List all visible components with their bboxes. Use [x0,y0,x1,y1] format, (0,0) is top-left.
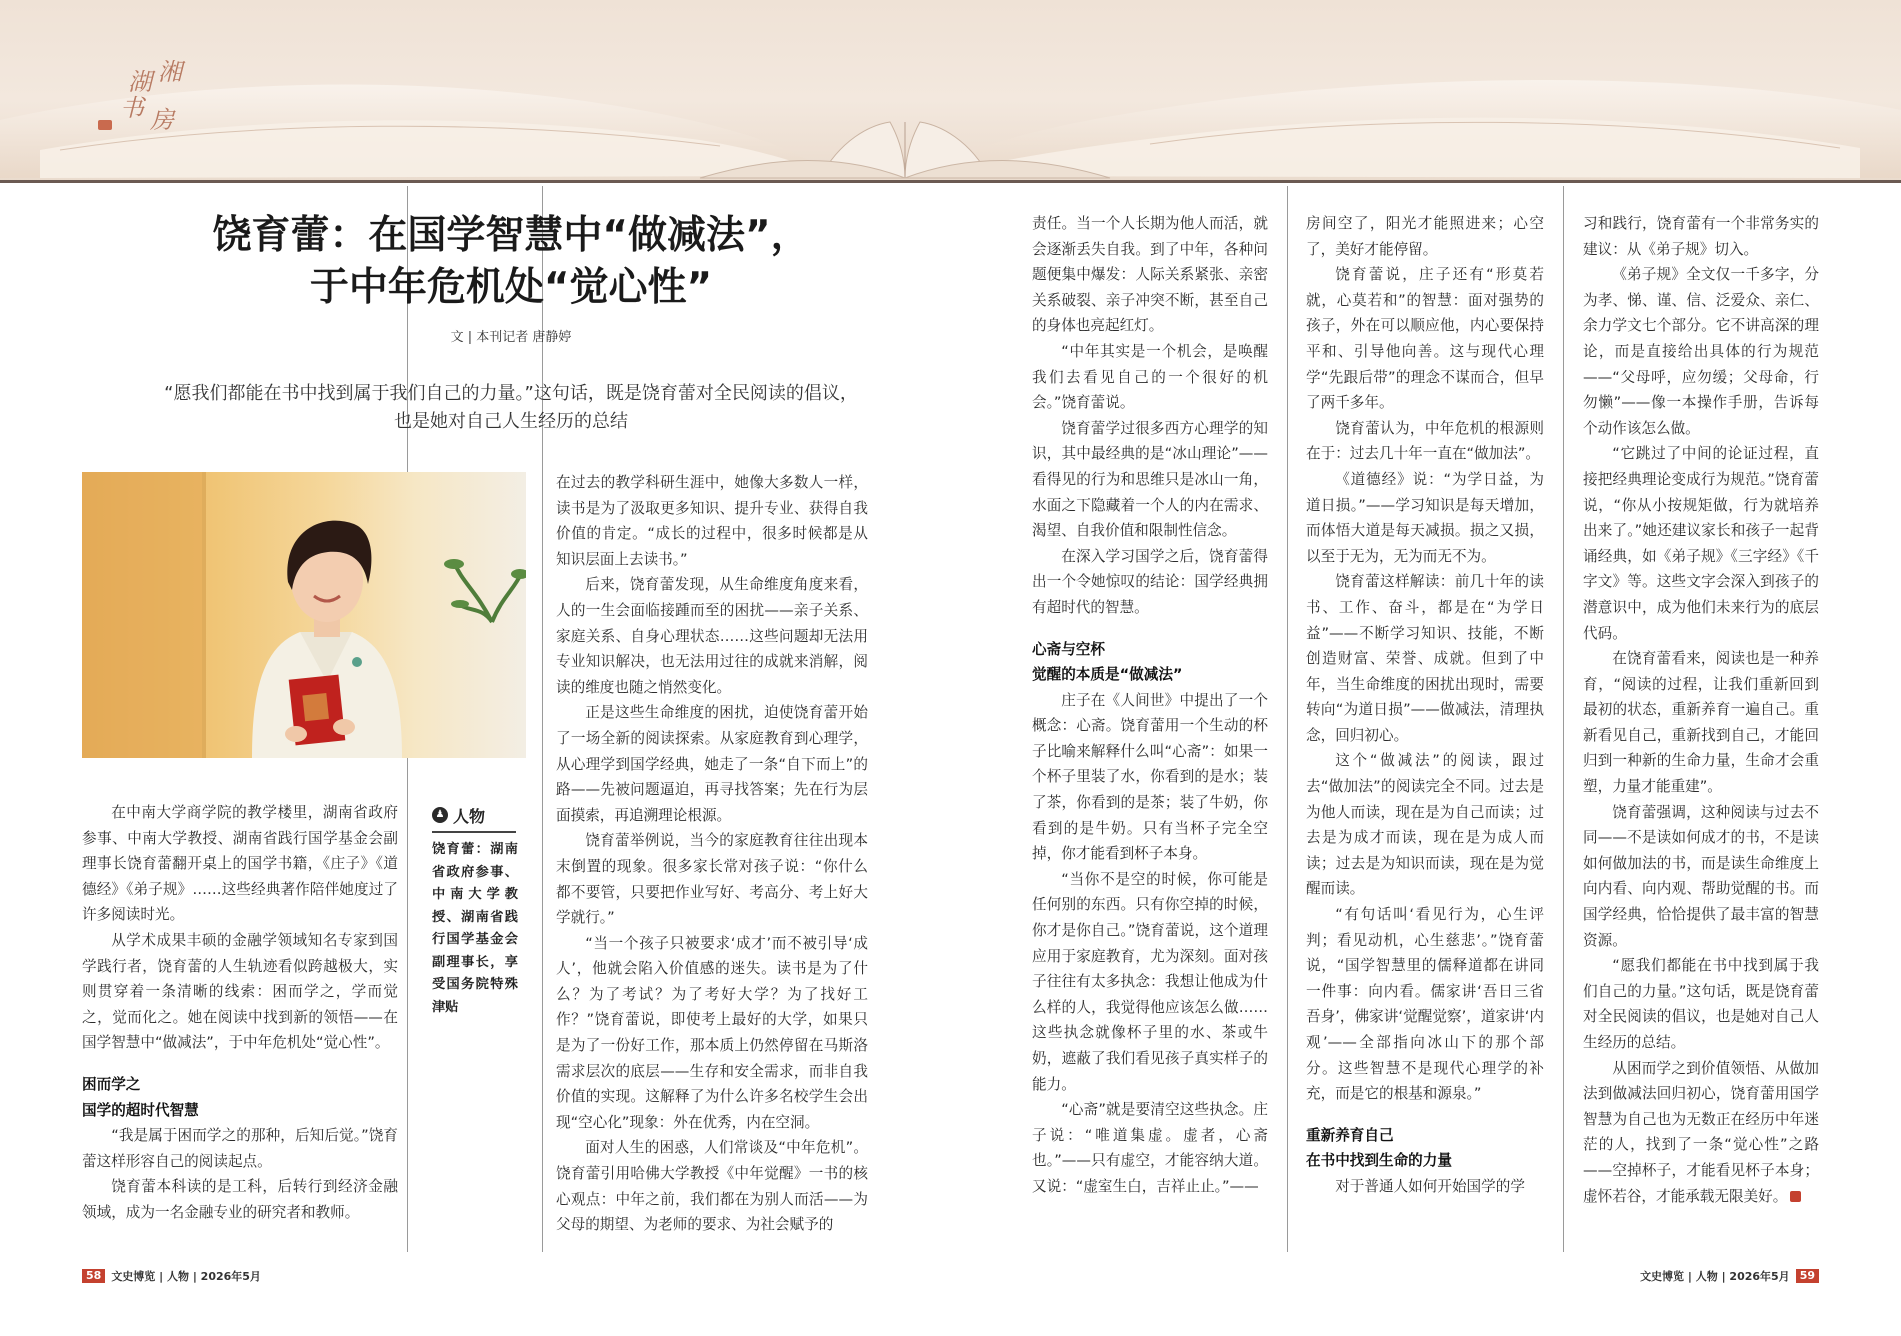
spacer [1306,1107,1544,1123]
paragraph: 饶育蕾认为，中年危机的根源则在于：过去几十年一直在“做加法”。 [1306,419,1544,463]
paragraph: 习和践行，饶育蕾有一个非常务实的建议：从《弟子规》切入。 [1583,215,1819,258]
open-book-illustration [0,0,1901,182]
sidebar-title-text: 人物 [453,806,486,826]
spacer [82,1056,398,1072]
paragraph: “愿我们都能在书中找到属于我们自己的力量。”这句话，既是饶育蕾对全民阅读的倡议，也是她对自己人生经历的总结。 [1583,957,1819,1051]
paragraph: 对于普通人如何开始国学的学 [1335,1177,1525,1195]
paragraph: 饶育蕾说，庄子还有“形莫若就，心莫若和”的智慧：面对强势的孩子，外在可以顺应他，内心要保持平和、引导他向善。这与现代心理学“先跟后带”的理念不谋而合，但早了两千多年。 [1306,266,1544,412]
paragraph: 饶育蕾这样解读：前几十年的读书、工作、奋斗，都是在“为学日益”——不断学习知识、技能，不断创造财富、荣誉、成就。但到了中年，当生命维度的困扰出现时，需要转向“为道日损”——做减法，清理执念，回归初心。 [1306,573,1544,744]
section-subheading: 觉醒的本质是“做减法” [1032,666,1183,684]
banner-divider [0,180,1901,183]
paragraph: 《道德经》说：“为学日益，为道日损。”——学习知识是每天增加，而体悟大道是每天减损。损之又损，以至于无为，无为而无不为。 [1306,470,1544,565]
logo-seal-icon [98,120,112,130]
paragraph: “心斋”就是要清空这些执念。庄子说：“唯道集虚。虚者，心斋也。”——只有虚空，才能容纳大道。又说：“虚室生白，吉祥止止。”—— [1032,1101,1268,1195]
paragraph: 这个“做减法”的阅读，跟过去“做加法”的阅读完全不同。过去是为他人而读，现在是为自己而读；过去是为成才而读，现在是为成人而读；过去是为知识而读，现在是为觉醒而读。 [1306,752,1544,898]
logo-char: 湘 [158,58,182,86]
paragraph-text: 从困而学之到价值领悟、从做加法到做减法回归初心，饶育蕾用国学智慧为自己也为无数正在经历中年迷茫的人，找到了一条“觉心性”之路——空掉杯子，才能看见杯子本身；虚怀若谷，才能承载无限美好。 [1583,1059,1819,1205]
paragraph: 在饶育蕾看来，阅读也是一种养育，“阅读的过程，让我们重新回到最初的状态，重新养育一遍自己。重新看见自己，重新找到自己，才能回归到一种新的生命力量，生命才会重塑，力量才能重建”。 [1583,650,1819,796]
logo-char: 书 [120,94,144,122]
paragraph: 房间空了，阳光才能照进来；心空了，美好才能停留。 [1306,215,1544,258]
paragraph: 饶育蕾强调，这种阅读与过去不同——不是读如何成才的书，不是读如何做加法的书，而是读生命维度上向内看、向内观、帮助觉醒的书。而国学经典，恰恰提供了最丰富的智慧资源。 [1583,803,1819,949]
text-column-4 [1306,211,1544,1200]
article-title [96,210,926,314]
logo-char: 湖 [128,68,152,96]
paragraph: 从学术成果丰硕的金融学领域知名专家到国学践行者，饶育蕾的人生轨迹看似跨越极大，实则贯穿着一条清晰的线索：困而学之，学而觉之，觉而化之。她在阅读中找到新的领悟——在国学智慧中“做减法”，于中年危机处“觉心性”。 [82,931,398,1052]
profile-sidebar [432,803,518,1019]
publication-info: 文史博览 | 人物 | 2026年5月 [111,1270,261,1283]
text-column-1 [82,800,398,1226]
section-heading: 心斋与空杯 [1032,640,1105,658]
end-mark-icon [1790,1191,1801,1202]
paragraph: “它跳过了中间的论证过程，直接把经典理论变成行为规范。”饶育蕾说，“你从小按规矩做，行为就培养出来了。”她还建议家长和孩子一起背诵经典，如《弟子规》《三字经》《千字文》等。这些文字会深入到孩子的潜意识中，成为他们未来行为的底层代码。 [1583,445,1819,642]
person-icon: ♟ [432,807,448,823]
title-line-2: 于中年危机处“觉心性” [309,265,713,310]
footer-right [1640,1268,1819,1284]
paragraph [1583,1056,1819,1210]
paragraph: 正是这些生命维度的困扰，迫使饶育蕾开始了一场全新的阅读探索。从家庭教育到心理学，从心理学到国学经典，她走了一条“自下而上”的路——先被问题逼迫，再寻找答案；先在行为层面摸索，再追溯理论根源。 [556,704,868,824]
paragraph: 庄子在《人间世》中提出了一个概念：心斋。饶育蕾用一个生动的杯子比喻来解释什么叫“心斋”：如果一个杯子里装了水，你看到的是水；装了茶，你看到的是茶；装了牛奶，你看到的是牛奶。只有当杯子完全空掉，你才能看到杯子本身。 [1032,691,1268,863]
paragraph: 在过去的教学科研生涯中，她像大多数人一样，读书是为了汲取更多知识、提升专业、获得自我价值的肯定。“成长的过程中，很多时候都是从知识层面上去读书。” [556,474,868,568]
column-divider [1563,186,1564,1252]
byline: 文 | 本刊记者 唐静婷 [450,330,572,345]
paragraph: 饶育蕾本科读的是工科，后转行到经济金融领域，成为一名金融专业的研究者和教师。 [82,1178,398,1221]
paragraph: 责任。当一个人长期为他人而活，就会逐渐丢失自我。到了中年，各种问题便集中爆发：人际关系紧张、亲密关系破裂、亲子冲突不断，甚至自己的身体也亮起红灯。 [1032,215,1268,335]
paragraph: “当一个孩子只被要求‘成才’而不被引导‘成人’，他就会陷入价值感的迷失。读书是为了什么？为了考试？为了考好大学？为了找好工作？”饶育蕾说，即使考上最好的大学，如果只是为了一份好工作，那本质上仍然停留在马斯洛需求层次的底层——生存和安全需求，而非自我价值的实现。这解释了为什么许多名校学生会出现“空心化”现象：外在优秀，内在空洞。 [556,934,868,1131]
paragraph: 面对人生的困惑，人们常谈及“中年危机”。饶育蕾引用哈佛大学教授《中年觉醒》一书的核心观点：中年之前，我们都在为别人而活——为父母的期望、为老师的要求、为社会赋予的 [556,1139,868,1234]
paragraph: “当你不是空的时候，你可能是任何别的东西。只有你空掉的时候，你才是你自己。”饶育蕾说，这个道理应用于家庭教育，尤为深刻。面对孩子往往有太多执念：我想让他成为什么样的人，我觉得他应该怎么做……这些执念就像杯子里的水、茶或牛奶，遮蔽了我们看见孩子真实样子的能力。 [1032,870,1268,1093]
footer-left [82,1268,261,1284]
portrait-photo [82,472,526,758]
sidebar-rule [432,831,516,833]
column-divider [1287,186,1288,1252]
intro-line-2: 也是她对自己人生经历的总结 [394,411,628,432]
portrait-illustration [82,472,526,758]
sidebar-title [432,803,518,827]
paragraph: 在中南大学商学院的教学楼里，湖南省政府参事、中南大学教授、湖南省践行国学基金会副理事长饶育蕾翻开桌上的国学书籍，《庄子》《道德经》《弟子规》……这些经典著作陪伴她度过了许多阅读时光。 [82,804,398,924]
paragraph: 《弟子规》全文仅一千多字，分为孝、悌、谨、信、泛爱众、亲仁、余力学文七个部分。它不讲高深的理论，而是直接给出具体的行为规范——“父母呼，应勿缓；父母命，行勿懒”——像一本操作手册，告诉每个动作该怎么做。 [1583,266,1819,437]
text-column-3 [1032,211,1268,1200]
paragraph: “我是属于困而学之的那种，后知后觉。”饶育蕾这样形容自己的阅读起点。 [82,1127,398,1170]
page-number: 58 [82,1269,105,1283]
paragraph: 在深入学习国学之后，饶育蕾得出一个令她惊叹的结论：国学经典拥有超时代的智慧。 [1032,547,1268,616]
column-logo [98,60,188,142]
text-column-5 [1583,211,1819,1209]
paragraph: 后来，饶育蕾发现，从生命维度角度来看，人的一生会面临接踵而至的困扰——亲子关系、家庭关系、自身心理状态……这些问题却无法用专业知识解决，也无法用过往的成就来消解，阅读的维度也随之悄然变化。 [556,576,868,696]
article-intro [96,380,926,436]
paragraph: “中年其实是一个机会，是唤醒我们去看见自己的一个很好的机会。”饶育蕾说。 [1032,342,1268,412]
logo-char: 房 [150,106,174,134]
publication-info: 文史博览 | 人物 | 2026年5月 [1640,1270,1790,1283]
section-subheading: 在书中找到生命的力量 [1306,1152,1452,1170]
paragraph: 饶育蕾举例说，当今的家庭教育往往出现本末倒置的现象。很多家长常对孩子说：“你什么都不要管，只要把作业写好、考高分、考上好大学就行。” [556,832,868,927]
paragraph: 饶育蕾学过很多西方心理学的知识，其中最经典的是“冰山理论”——看得见的行为和思维只是冰山一角，水面之下隐藏着一个人的内在需求、渴望、自我价值和限制性信念。 [1032,419,1268,540]
sidebar-text: 饶育蕾：湖南省政府参事、中南大学教授、湖南省践行国学基金会副理事长，享受国务院特殊津贴 [432,842,518,1015]
text-column-2 [556,470,868,1238]
column-divider [542,186,543,1252]
section-heading: 困而学之 [82,1075,141,1093]
spacer [1032,621,1268,637]
title-line-1: 饶育蕾：在国学智慧中“做减法”， [212,213,810,258]
page-number: 59 [1796,1269,1819,1283]
header-banner [0,0,1901,182]
intro-line-1: “愿我们都能在书中找到属于我们自己的力量。”这句话，既是饶育蕾对全民阅读的倡议， [164,383,858,404]
paragraph: “有句话叫‘看见行为，心生评判；看见动机，心生慈悲’。”饶育蕾说，“国学智慧里的儒释道都在讲同一件事：向内看。儒家讲‘吾日三省吾身’，佛家讲‘觉醒觉察’，道家讲‘内观’——全部指向冰山下的那个部分。这些智慧不是现代心理学的补充，而是它的根基和源泉。” [1306,906,1544,1103]
section-heading: 重新养育自己 [1306,1126,1394,1144]
section-subheading: 国学的超时代智慧 [82,1101,199,1119]
